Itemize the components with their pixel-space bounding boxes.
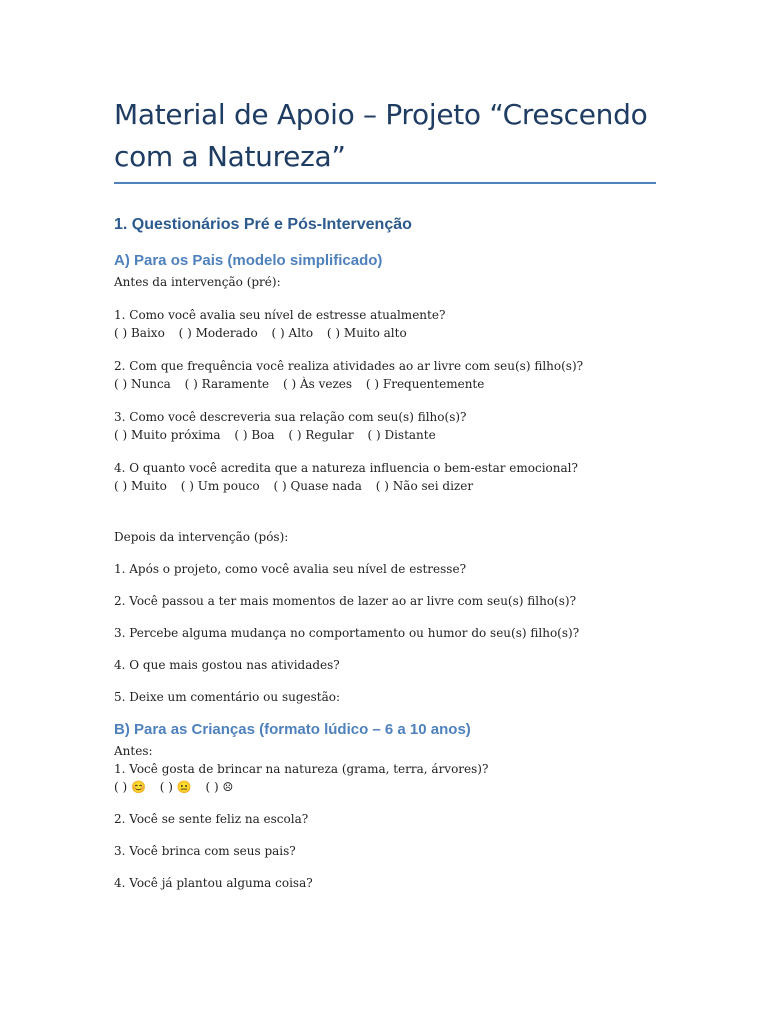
option[interactable]: ( ) Muito próxima bbox=[114, 428, 221, 442]
section-1-heading: 1. Questionários Pré e Pós-Intervenção bbox=[114, 216, 412, 233]
children-heading: B) Para as Crianças (formato lúdico – 6 a 10 anos) bbox=[114, 721, 471, 738]
options-row bbox=[114, 324, 656, 342]
neutral-face-option[interactable]: ( ) 😐 bbox=[159, 780, 192, 794]
question-text: 2. Com que frequência você realiza atividades ao ar livre com seu(s) filho(s)? bbox=[114, 359, 584, 373]
question-text: 1. Como você avalia seu nível de estresse atualmente? bbox=[114, 308, 446, 322]
options-row bbox=[114, 375, 656, 393]
option[interactable]: ( ) Regular bbox=[288, 428, 354, 442]
sad-face-option[interactable]: ( ) ☹ bbox=[205, 780, 234, 794]
parents-heading: A) Para os Pais (modelo simplificado) bbox=[114, 252, 383, 269]
option[interactable]: ( ) Moderado bbox=[178, 326, 258, 340]
after-question-4: 4. O que mais gostou nas atividades? bbox=[114, 658, 340, 672]
after-question-5: 5. Deixe um comentário ou sugestão: bbox=[114, 690, 341, 704]
parents-before-label: Antes da intervenção (pré): bbox=[114, 275, 281, 289]
document-page bbox=[114, 94, 656, 892]
option[interactable]: ( ) Quase nada bbox=[273, 479, 362, 493]
parents-question-1 bbox=[114, 306, 656, 342]
children-before-label: Antes: bbox=[114, 744, 153, 758]
option[interactable]: ( ) Boa bbox=[234, 428, 275, 442]
option[interactable]: ( ) Baixo bbox=[114, 326, 165, 340]
children-question-4: 4. Você já plantou alguma coisa? bbox=[114, 876, 313, 890]
parents-question-3 bbox=[114, 408, 656, 444]
children-question-1: 1. Você gosta de brincar na natureza (grama, terra, árvores)? bbox=[114, 762, 489, 776]
options-row bbox=[114, 477, 656, 495]
parents-after-label: Depois da intervenção (pós): bbox=[114, 530, 289, 544]
children-q1-options bbox=[114, 778, 656, 796]
parents-question-2 bbox=[114, 357, 656, 393]
option[interactable]: ( ) Às vezes bbox=[282, 377, 353, 391]
option[interactable]: ( ) Muito bbox=[114, 479, 167, 493]
after-question-3: 3. Percebe alguma mudança no comportamento ou humor do seu(s) filho(s)? bbox=[114, 626, 580, 640]
option[interactable]: ( ) Alto bbox=[271, 326, 314, 340]
parents-question-4 bbox=[114, 459, 656, 495]
happy-face-option[interactable]: ( ) 😊 bbox=[114, 780, 146, 794]
question-text: 4. O quanto você acredita que a natureza influencia o bem-estar emocional? bbox=[114, 461, 578, 475]
options-row bbox=[114, 426, 656, 444]
option[interactable]: ( ) Nunca bbox=[114, 377, 171, 391]
document-title bbox=[114, 94, 656, 178]
option[interactable]: ( ) Um pouco bbox=[180, 479, 260, 493]
option[interactable]: ( ) Distante bbox=[367, 428, 436, 442]
after-question-2: 2. Você passou a ter mais momentos de lazer ao ar livre com seu(s) filho(s)? bbox=[114, 594, 577, 608]
option[interactable]: ( ) Muito alto bbox=[326, 326, 407, 340]
after-question-1: 1. Após o projeto, como você avalia seu nível de estresse? bbox=[114, 562, 466, 576]
option[interactable]: ( ) Não sei dizer bbox=[375, 479, 474, 493]
title-divider bbox=[114, 182, 656, 184]
children-question-2: 2. Você se sente feliz na escola? bbox=[114, 812, 309, 826]
option[interactable]: ( ) Frequentemente bbox=[365, 377, 485, 391]
title-line-1: Material de Apoio – Projeto “Crescendo bbox=[114, 98, 648, 131]
question-text: 3. Como você descreveria sua relação com seu(s) filho(s)? bbox=[114, 410, 467, 424]
title-line-2: com a Natureza” bbox=[114, 140, 346, 173]
option[interactable]: ( ) Raramente bbox=[184, 377, 270, 391]
children-question-3: 3. Você brinca com seus pais? bbox=[114, 844, 296, 858]
